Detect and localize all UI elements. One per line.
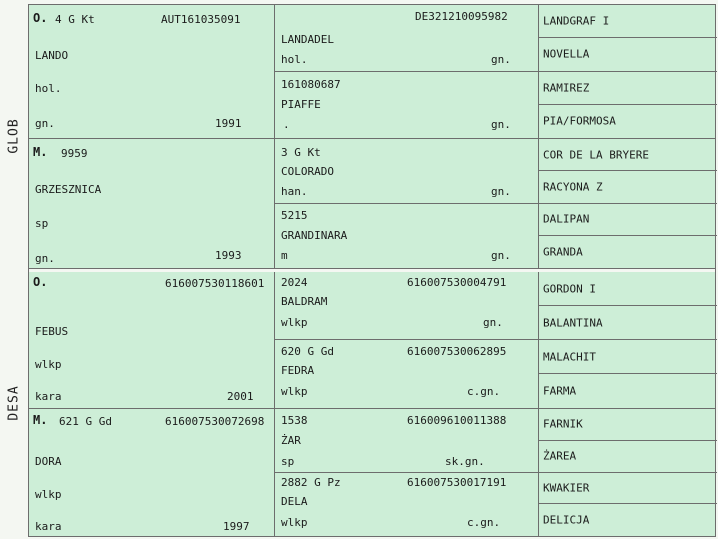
grandparent-name: RACYONA Z [543,180,603,194]
sire-breed: wlkp [281,316,308,329]
sire-breed: sp [281,455,295,468]
dam-color: gn. [491,248,511,262]
grandparent-row [539,473,717,505]
grandparent-name: ŻAREA [543,449,577,463]
grandparent-row [539,204,717,236]
grandparent-row [539,409,717,441]
sire-cell [275,139,538,204]
parents-cell [275,272,539,408]
grandparent-name: NOVELLA [543,47,590,61]
grandparent-name: GORDON I [543,282,596,295]
glob-label: GLOB [6,118,22,154]
horse-breed: wlkp [35,358,62,371]
sire-breed: han. [281,185,308,198]
grandparent-row [539,5,717,38]
grandparent-row [539,340,717,374]
sire-cell [275,409,538,473]
horse-year: 2001 [227,390,254,403]
dam-breed: wlkp [281,385,308,398]
sire-name: COLORADO [281,165,334,178]
sire-number-2: 616007530004791 [407,276,507,289]
dam-color: c.gn. [467,515,501,529]
horse-number: AUT161035091 [161,13,241,26]
grandparents-cell [539,5,717,138]
dam-number: 5215 [281,208,308,222]
sire-number: 2024 [281,276,308,289]
dam-number: 620 G Gd [281,345,334,358]
horse-title: 4 G Kt [55,13,95,26]
sire-name: BALDRAM [281,295,328,308]
dam-name: DELA [281,494,308,508]
grandparent-row [539,272,717,306]
horse-color: kara [35,390,62,403]
dam-number: 2882 G Pz [281,475,341,489]
horse-number: 616007530072698 [165,415,265,428]
horse-color: kara [35,520,62,533]
horse-breed: wlkp [35,488,62,501]
side-label-desa [0,268,28,537]
sire-name: ŻAR [281,434,301,447]
dam-name: GRANDINARA [281,228,348,242]
horse-title: 9959 [61,147,88,160]
horse-breed: sp [35,217,49,230]
grandparent-name: MALACHIT [543,350,596,363]
horse-cell [29,272,275,408]
horse-sex: M. [33,145,48,159]
grandparent-name: GRANDA [543,245,583,259]
grandparents-cell [539,409,717,536]
horse-color: gn. [35,117,55,130]
grandparent-row [539,306,717,340]
sire-cell [275,5,538,72]
dam-color: gn. [491,117,511,131]
grandparent-row [539,374,717,408]
sire-color: gn. [491,185,511,198]
grandparents-cell [539,139,717,268]
horse-cell [29,139,275,268]
parents-cell [275,5,539,138]
pedigree-block [29,269,715,409]
grandparent-row [539,105,717,138]
grandparent-name: LANDGRAF I [543,14,610,28]
dam-name: PIAFFE [281,97,321,111]
grandparent-row [539,38,717,71]
sire-color: gn. [491,53,511,66]
grandparent-row [539,504,717,536]
dam-cell [275,204,538,269]
sire-number-2: 616009610011388 [407,414,507,427]
horse-year: 1997 [223,520,250,533]
horse-name: FEBUS [35,325,69,338]
horse-name: LANDO [35,49,69,62]
grandparent-name: COR DE LA BRYERE [543,148,649,162]
pedigree-sheet [28,4,716,537]
grandparent-row [539,171,717,203]
dam-cell [275,340,538,408]
horse-sex: M. [33,413,48,427]
horse-color: gn. [35,252,55,265]
dam-number-2: 616007530062895 [407,345,507,358]
side-label-glob [0,4,28,268]
sire-breed: hol. [281,53,308,66]
horse-breed: hol. [35,82,62,95]
horse-title: 621 G Gd [59,415,112,428]
grandparent-row [539,139,717,171]
grandparent-name: RAMIREZ [543,81,590,95]
horse-name: GRZESZNICA [35,183,102,196]
dam-cell [275,473,538,537]
horse-sex: O. [33,275,48,289]
horse-year: 1991 [215,117,242,130]
grandparent-row [539,236,717,268]
horse-year: 1993 [215,249,242,262]
grandparent-name: FARMA [543,384,577,398]
grandparent-row [539,441,717,473]
horse-number: 616007530118601 [165,277,265,290]
sire-number: 3 G Kt [281,146,321,159]
sire-color: gn. [483,316,503,329]
pedigree-block [29,5,715,139]
grandparent-name: KWAKIER [543,481,590,495]
dam-breed: m [281,248,288,262]
grandparent-row [539,72,717,105]
dam-number-2: 616007530017191 [407,475,507,489]
horse-sex: O. [33,11,48,25]
sire-number: DE321210095982 [415,10,508,23]
parents-cell [275,409,539,536]
grandparent-name: FARNIK [543,417,583,431]
horse-name: DORA [35,455,62,468]
grandparents-cell [539,272,717,408]
parents-cell [275,139,539,268]
grandparent-name: DALIPAN [543,212,590,226]
grandparent-name: DELICJA [543,513,590,527]
grandparent-name: PIA/FORMOSA [543,114,616,128]
dam-color: c.gn. [467,385,501,398]
pedigree-block [29,139,715,269]
sire-cell [275,272,538,340]
dam-name: FEDRA [281,364,315,377]
horse-cell [29,5,275,138]
desa-label: DESA [6,384,22,421]
horse-cell [29,409,275,536]
dam-cell [275,72,538,139]
pedigree-block [29,409,715,536]
dam-breed: wlkp [281,515,308,529]
dam-number: 161080687 [281,77,341,91]
grandparent-name: BALANTINA [543,316,603,329]
dam-breed: . [283,117,290,131]
sire-number: 1538 [281,414,308,427]
sire-color: sk.gn. [445,455,485,468]
sire-name: LANDADEL [281,33,334,46]
